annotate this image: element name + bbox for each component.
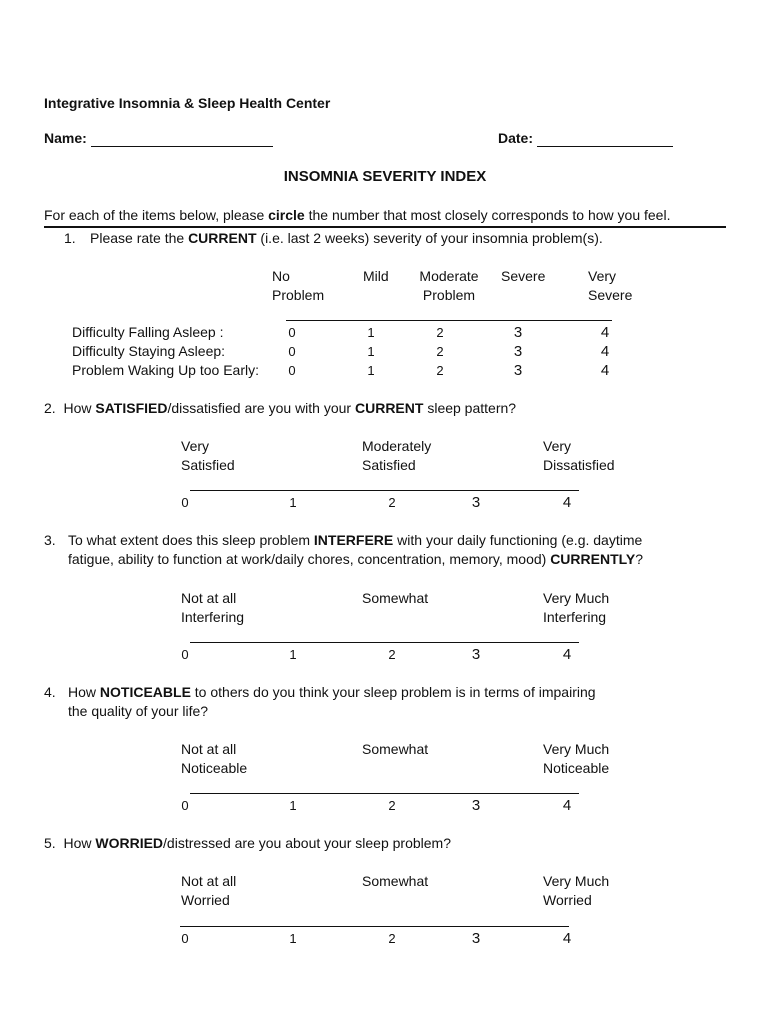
instructions-post: the number that most closely corresponds to how you feel. [304,207,671,223]
q1-r2-opt-4[interactable]: 4 [600,362,610,379]
q5-pre: How [63,835,96,851]
q5-anchor-high: Very Much Worried [543,873,610,908]
q5-opt-4[interactable]: 4 [562,930,572,947]
q2-anchor-high: Very Dissatisfied [543,438,615,473]
q2-opt-2[interactable]: 2 [388,495,396,510]
q2-opt-0[interactable]: 0 [181,495,189,510]
q1-r2-opt-2[interactable]: 2 [436,363,444,378]
q3-opt-3[interactable]: 3 [471,646,481,663]
instructions-underline [44,226,726,228]
instructions-pre: For each of the items below, please [44,207,269,223]
q2-opt-3[interactable]: 3 [471,494,481,511]
q1-r1-opt-3[interactable]: 3 [513,343,523,360]
q2-emph2: CURRENT [354,400,424,416]
q3-number: 3. [44,532,56,548]
q3-anchor-mid: Somewhat [362,590,429,606]
q5-post: /distressed are you about your sleep problem? [163,835,451,851]
name-label: Name: [44,130,87,146]
q1-r2-opt-3[interactable]: 3 [513,362,523,379]
instructions [44,206,670,224]
q3-scale-line [190,642,579,643]
q1-r2-opt-1[interactable]: 1 [367,363,375,378]
q1-emph: CURRENT [188,230,257,246]
q1-scale-label-2: Moderate Problem [419,268,479,303]
q1-r0-opt-4[interactable]: 4 [600,324,610,341]
q5-emph: WORRIED [95,835,164,851]
q3-text-line1 [68,531,642,549]
q3-text-line2 [68,550,643,568]
q5-opt-3[interactable]: 3 [471,930,481,947]
q2-post2: sleep pattern? [423,400,517,416]
q1-r1-opt-1[interactable]: 1 [367,344,375,359]
q5-text [44,834,451,852]
q2-anchor-mid: Moderately Satisfied [362,438,432,473]
q5-anchor-mid: Somewhat [362,873,429,889]
q4-opt-1[interactable]: 1 [289,798,297,813]
q1-scale-label-0: No Problem [272,268,325,303]
q3-line2-pre: fatigue, ability to function at work/daily chores, concentration, memory, mood) [68,551,551,567]
q3-pre: To what extent does this sleep problem [68,532,314,548]
q1-scale-label-1: Mild [363,268,389,284]
q5-scale-line [180,926,569,927]
q1-text [90,229,603,247]
q4-emph: NOTICEABLE [99,684,191,700]
q4-pre: How [68,684,100,700]
q4-anchor-high: Very Much Noticeable [543,741,610,776]
q5-opt-2[interactable]: 2 [388,931,396,946]
q1-r1-opt-4[interactable]: 4 [600,343,610,360]
q3-emph: INTERFERE [313,532,394,548]
q1-r0-opt-3[interactable]: 3 [513,324,523,341]
q3-opt-4[interactable]: 4 [562,646,572,663]
q2-opt-1[interactable]: 1 [289,495,297,510]
q4-opt-2[interactable]: 2 [388,798,396,813]
q5-number: 5. [44,835,56,851]
q4-post: to others do you think your sleep problem is in terms of impairing [190,684,596,700]
q1-r1-opt-2[interactable]: 2 [436,344,444,359]
date-field[interactable] [537,146,673,147]
q1-pre: Please rate the [90,230,189,246]
q4-text-line1 [68,683,596,701]
q1-r2-opt-0[interactable]: 0 [288,363,296,378]
q1-number: 1. [64,230,76,246]
q2-emph: SATISFIED [95,400,168,416]
q4-anchor-mid: Somewhat [362,741,429,757]
name-field[interactable] [91,146,273,147]
q3-opt-0[interactable]: 0 [181,647,189,662]
q5-anchor-low: Not at all Worried [181,873,237,908]
q2-number: 2. [44,400,56,416]
q1-r0-opt-1[interactable]: 1 [367,325,375,340]
q1-r0-opt-0[interactable]: 0 [288,325,296,340]
q1-r1-opt-0[interactable]: 0 [288,344,296,359]
q5-opt-0[interactable]: 0 [181,931,189,946]
q2-scale-line [190,490,579,491]
q3-anchor-high: Very Much Interfering [543,590,610,625]
q2-anchor-low: Very Satisfied [181,438,235,473]
q4-text-line2: the quality of your life? [68,703,209,719]
q1-scale-label-3: Severe [501,268,546,284]
form-title: INSOMNIA SEVERITY INDEX [283,168,487,185]
q2-post: /dissatisfied are you with your [167,400,355,416]
q2-text [44,399,516,417]
q1-row-label-staying: Difficulty Staying Asleep: [72,343,226,359]
q5-opt-1[interactable]: 1 [289,931,297,946]
q1-row-label-waking: Problem Waking Up too Early: [72,362,259,378]
q2-pre: How [63,400,96,416]
q1-scale-label-4: Very Severe [588,268,633,303]
q3-line2-emph: CURRENTLY [550,551,636,567]
q1-r0-opt-2[interactable]: 2 [436,325,444,340]
q1-scale-line [286,320,612,321]
q3-opt-2[interactable]: 2 [388,647,396,662]
q4-number: 4. [44,684,56,700]
q3-anchor-low: Not at all Interfering [181,590,245,625]
center-name: Integrative Insomnia & Sleep Health Center [44,95,331,111]
q1-row-label-falling: Difficulty Falling Asleep : [72,324,224,340]
q4-opt-4[interactable]: 4 [562,797,572,814]
q4-opt-0[interactable]: 0 [181,798,189,813]
q4-opt-3[interactable]: 3 [471,797,481,814]
q3-opt-1[interactable]: 1 [289,647,297,662]
date-label: Date: [498,130,534,146]
q4-anchor-low: Not at all Noticeable [181,741,248,776]
q1-post: (i.e. last 2 weeks) severity of your insomnia problem(s). [256,230,603,246]
q3-post: with your daily functioning (e.g. daytime [393,532,643,548]
q4-scale-line [190,793,579,794]
q2-opt-4[interactable]: 4 [562,494,572,511]
q3-line2-post: ? [635,551,644,567]
instructions-emph: circle [268,207,305,223]
